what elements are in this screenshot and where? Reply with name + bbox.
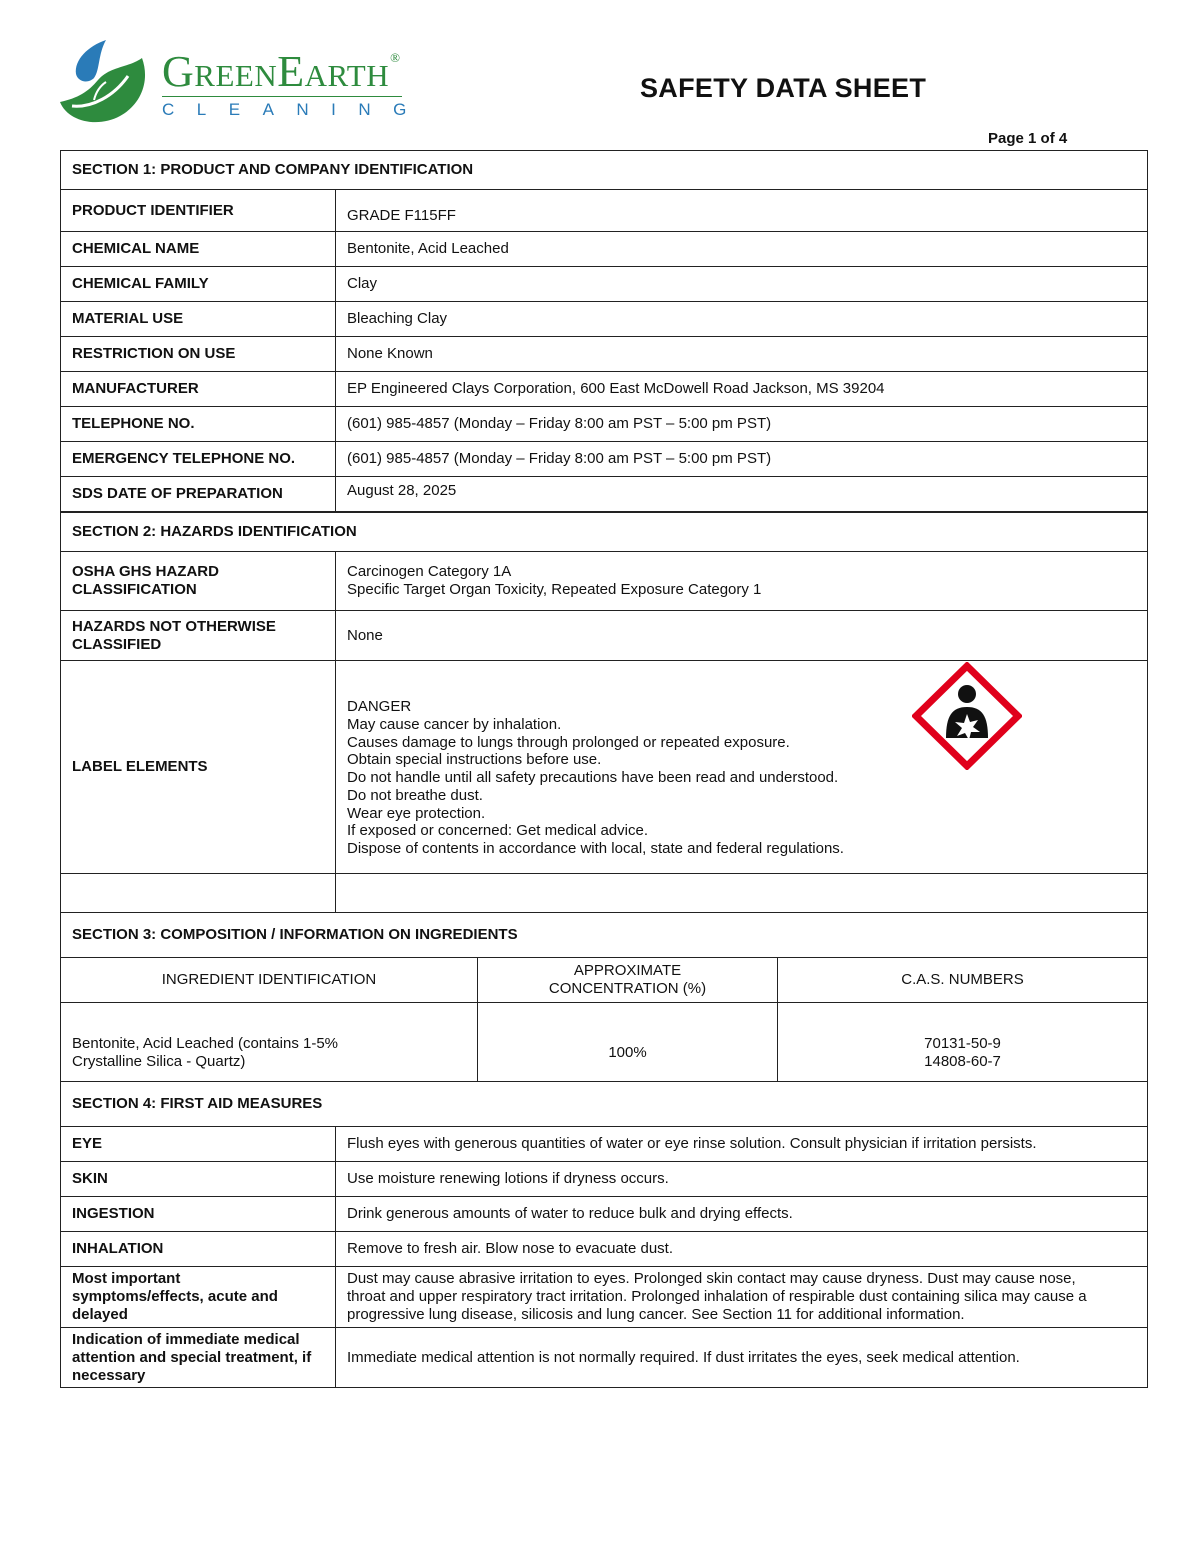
row-label: MATERIAL USE xyxy=(61,302,336,337)
column-header xyxy=(478,958,778,1003)
section-4-table xyxy=(60,1081,1148,1388)
column-header: C.A.S. NUMBERS xyxy=(778,958,1148,1003)
label-elements-label: LABEL ELEMENTS xyxy=(61,661,336,874)
table-row xyxy=(61,1328,1148,1388)
symptoms-value xyxy=(336,1267,1148,1328)
table-row xyxy=(61,874,1148,913)
row-label: INGESTION xyxy=(61,1197,336,1232)
label-element-line: May cause cancer by inhalation. xyxy=(347,715,562,733)
row-value: August 28, 2025 xyxy=(336,477,1148,512)
row-label: RESTRICTION ON USE xyxy=(61,337,336,372)
label-elements-value xyxy=(336,661,1148,874)
table-row xyxy=(61,302,1148,337)
company-logo xyxy=(58,36,428,128)
table-row xyxy=(61,190,1148,232)
brand-divider xyxy=(162,96,402,97)
row-label: PRODUCT IDENTIFIER xyxy=(61,190,336,232)
label-line: delayed xyxy=(72,1306,128,1323)
table-row xyxy=(61,337,1148,372)
section-1-table xyxy=(60,150,1148,512)
table-row xyxy=(61,1003,1148,1082)
table-row xyxy=(61,1127,1148,1162)
table-header-row xyxy=(61,958,1148,1003)
row-value: Drink generous amounts of water to reduce bulk and drying effects. xyxy=(336,1197,1148,1232)
cas-number: 70131-50-9 xyxy=(924,1034,1001,1052)
row-label: SKIN xyxy=(61,1162,336,1197)
section-1-heading: SECTION 1: PRODUCT AND COMPANY IDENTIFICATION xyxy=(61,151,1148,190)
label-line: CLASSIFICATION xyxy=(72,581,197,598)
row-label: EMERGENCY TELEPHONE NO. xyxy=(61,442,336,477)
label-element-line: DANGER xyxy=(347,697,412,715)
row-value: (601) 985-4857 (Monday – Friday 8:00 am PST – 5:00 pm PST) xyxy=(336,442,1148,477)
column-header: INGREDIENT IDENTIFICATION xyxy=(61,958,478,1003)
health-hazard-icon xyxy=(912,662,1022,770)
header-line: APPROXIMATE xyxy=(573,962,682,979)
ingredient-line: Crystalline Silica - Quartz) xyxy=(72,1052,246,1070)
row-label: CHEMICAL NAME xyxy=(61,232,336,267)
table-row xyxy=(61,611,1148,661)
attention-label xyxy=(61,1328,336,1388)
label-line: attention and special treatment, if xyxy=(72,1348,312,1366)
hnoc-label xyxy=(61,611,336,661)
symptoms-label xyxy=(61,1267,336,1328)
section-3-table xyxy=(60,912,1148,1082)
ingredient-cell xyxy=(61,1003,478,1082)
row-label: SDS DATE OF PREPARATION xyxy=(61,477,336,512)
cas-cell xyxy=(778,1003,1148,1082)
row-value: None Known xyxy=(336,337,1148,372)
section-4-heading: SECTION 4: FIRST AID MEASURES xyxy=(61,1082,1148,1127)
table-row xyxy=(61,372,1148,407)
row-value: GRADE F115FF xyxy=(336,190,1148,232)
header-line: CONCENTRATION (%) xyxy=(548,980,707,997)
label-element-line: If exposed or concerned: Get medical advice. xyxy=(347,822,648,840)
leaf-drop-icon xyxy=(58,36,158,128)
section-2-heading: SECTION 2: HAZARDS IDENTIFICATION xyxy=(61,513,1148,552)
label-line: OSHA GHS HAZARD xyxy=(72,563,219,580)
table-row xyxy=(61,232,1148,267)
label-element-line: Do not breathe dust. xyxy=(347,786,483,804)
table-row xyxy=(61,552,1148,611)
row-label: TELEPHONE NO. xyxy=(61,407,336,442)
document-title: SAFETY DATA SHEET xyxy=(640,73,927,103)
row-value: Bentonite, Acid Leached xyxy=(336,232,1148,267)
row-label: MANUFACTURER xyxy=(61,372,336,407)
table-row xyxy=(61,1267,1148,1328)
table-row xyxy=(61,267,1148,302)
label-line: HAZARDS NOT OTHERWISE xyxy=(72,617,276,635)
ingredient-line: Bentonite, Acid Leached (contains 1-5% xyxy=(72,1034,339,1052)
row-value: (601) 985-4857 (Monday – Friday 8:00 am PST – 5:00 pm PST) xyxy=(336,407,1148,442)
row-label: INHALATION xyxy=(61,1232,336,1267)
attention-value: Immediate medical attention is not normally required. If dust irritates the eyes, seek medical attention. xyxy=(336,1328,1148,1388)
cas-number: 14808-60-7 xyxy=(924,1052,1001,1070)
ghs-classification-value xyxy=(336,552,1148,611)
label-line: necessary xyxy=(72,1366,146,1384)
empty-cell xyxy=(61,874,336,913)
row-label: EYE xyxy=(61,1127,336,1162)
row-value: Use moisture renewing lotions if dryness occurs. xyxy=(336,1162,1148,1197)
table-row xyxy=(61,1197,1148,1232)
label-element-line: Causes damage to lungs through prolonged or repeated exposure. xyxy=(347,733,790,751)
table-row xyxy=(61,1232,1148,1267)
concentration-cell: 100% xyxy=(478,1003,778,1082)
label-line: symptoms/effects, acute and xyxy=(72,1288,278,1305)
brand-subtitle: CLEANING xyxy=(162,100,429,119)
row-value: Bleaching Clay xyxy=(336,302,1148,337)
table-row xyxy=(61,442,1148,477)
row-value: EP Engineered Clays Corporation, 600 East McDowell Road Jackson, MS 39204 xyxy=(336,372,1148,407)
value-line: Dust may cause abrasive irritation to eyes. Prolonged skin contact may cause dryness. Dust may cause nose, xyxy=(347,1270,1076,1287)
registered-mark: ® xyxy=(390,50,401,65)
label-line: Indication of immediate medical xyxy=(72,1330,300,1348)
table-row xyxy=(61,1162,1148,1197)
brand-name xyxy=(162,46,401,97)
label-element-line: Obtain special instructions before use. xyxy=(347,751,602,769)
label-element-line: Dispose of contents in accordance with local, state and federal regulations. xyxy=(347,840,844,858)
row-label: CHEMICAL FAMILY xyxy=(61,267,336,302)
label-element-line: Wear eye protection. xyxy=(347,804,486,822)
row-value: Clay xyxy=(336,267,1148,302)
row-value: Flush eyes with generous quantities of water or eye rinse solution. Consult physician if irritation persists. xyxy=(336,1127,1148,1162)
value-line: Carcinogen Category 1A xyxy=(347,563,512,580)
row-value: Remove to fresh air. Blow nose to evacuate dust. xyxy=(336,1232,1148,1267)
table-row xyxy=(61,477,1148,512)
table-row xyxy=(61,407,1148,442)
value-line: throat and upper respiratory tract irritation. Prolonged inhalation of respirable dust containing silica may cause a xyxy=(347,1288,1087,1305)
page-number: Page 1 of 4 xyxy=(988,130,1068,147)
ghs-classification-label xyxy=(61,552,336,611)
hnoc-value: None xyxy=(336,611,1148,661)
label-line: CLASSIFIED xyxy=(72,635,162,653)
label-element-line: Do not handle until all safety precautions have been read and understood. xyxy=(347,769,839,787)
section-3-heading: SECTION 3: COMPOSITION / INFORMATION ON INGREDIENTS xyxy=(61,913,1148,958)
value-line: progressive lung disease, silicosis and lung cancer. See Section 11 for additional information. xyxy=(347,1306,965,1323)
brand-name-text: GreenEarth xyxy=(162,47,390,96)
label-line: Most important xyxy=(72,1270,181,1287)
value-line: Specific Target Organ Toxicity, Repeated Exposure Category 1 xyxy=(347,581,762,598)
empty-cell xyxy=(336,874,1148,913)
